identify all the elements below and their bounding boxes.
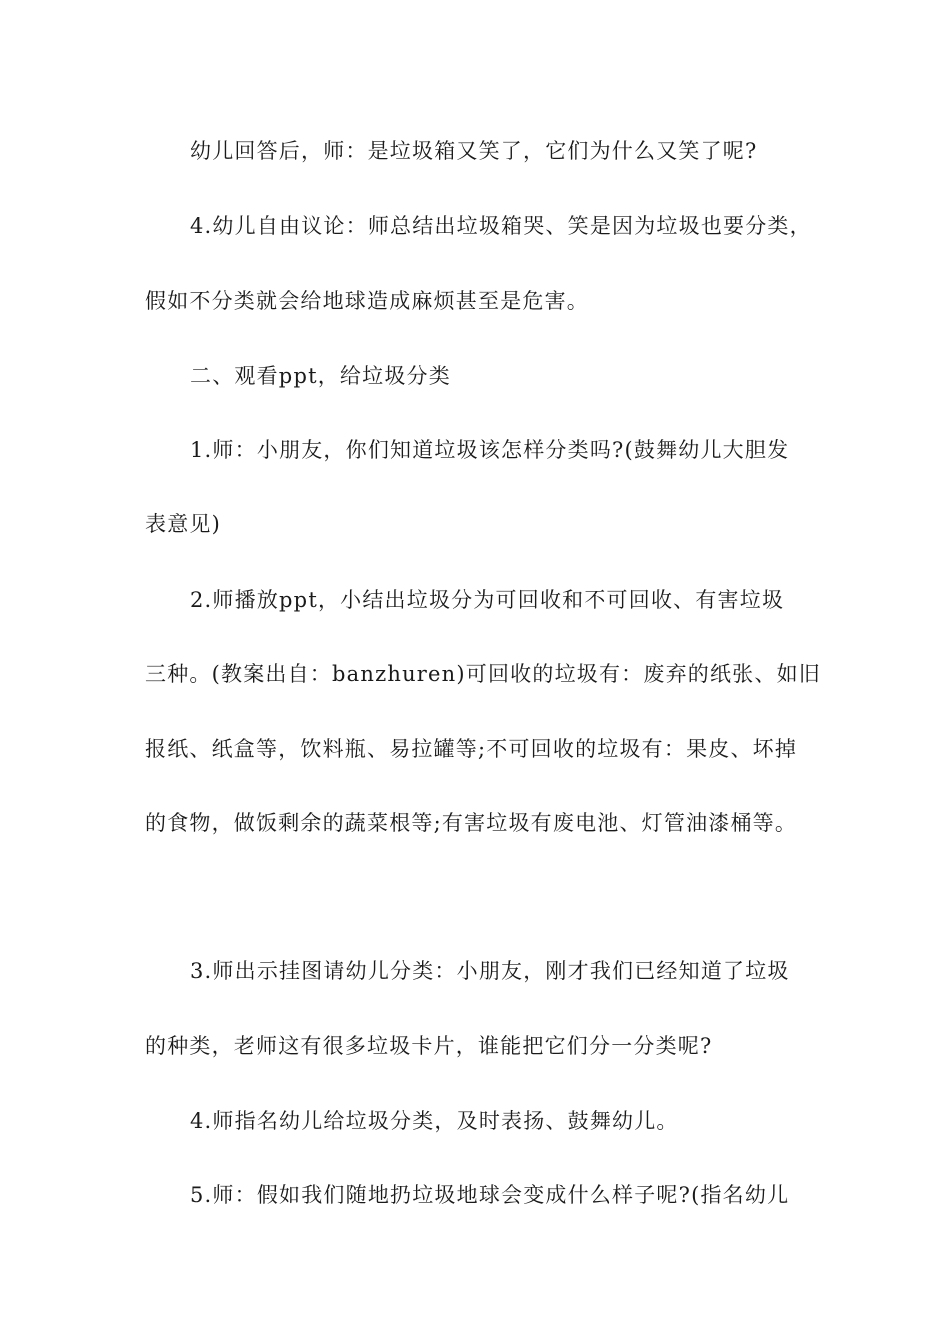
paragraph-line: 三种。(教案出自：banzhuren)可回收的垃圾有：废弃的纸张、如旧 bbox=[145, 662, 821, 686]
paragraph-line: 报纸、纸盒等，饮料瓶、易拉罐等;不可回收的垃圾有：果皮、坏掉 bbox=[145, 737, 798, 761]
paragraph-line: 2.师播放ppt，小结出垃圾分为可回收和不可回收、有害垃圾 bbox=[190, 588, 785, 612]
paragraph-line: 3.师出示挂图请幼儿分类：小朋友，刚才我们已经知道了垃圾 bbox=[190, 959, 790, 983]
paragraph-line: 1.师：小朋友，你们知道垃圾该怎样分类吗?(鼓舞幼儿大胆发 bbox=[190, 438, 790, 462]
paragraph-line: 4.师指名幼儿给垃圾分类，及时表扬、鼓舞幼儿。 bbox=[190, 1109, 679, 1133]
section-heading: 二、观看ppt，给垃圾分类 bbox=[190, 364, 451, 388]
paragraph-line: 4.幼儿自由议论：师总结出垃圾箱哭、笑是因为垃圾也要分类， bbox=[190, 214, 812, 238]
paragraph-line: 幼儿回答后，师：是垃圾箱又笑了，它们为什么又笑了呢? bbox=[190, 139, 758, 163]
paragraph-line: 假如不分类就会给地球造成麻烦甚至是危害。 bbox=[145, 289, 589, 313]
paragraph-line: 的种类，老师这有很多垃圾卡片，谁能把它们分一分类呢? bbox=[145, 1034, 713, 1058]
paragraph-line: 表意见) bbox=[145, 512, 221, 536]
paragraph-line: 5.师：假如我们随地扔垃圾地球会变成什么样子呢?(指名幼儿 bbox=[190, 1183, 790, 1207]
paragraph-line: 的食物，做饭剩余的蔬菜根等;有害垃圾有废电池、灯管油漆桶等。 bbox=[145, 811, 798, 835]
